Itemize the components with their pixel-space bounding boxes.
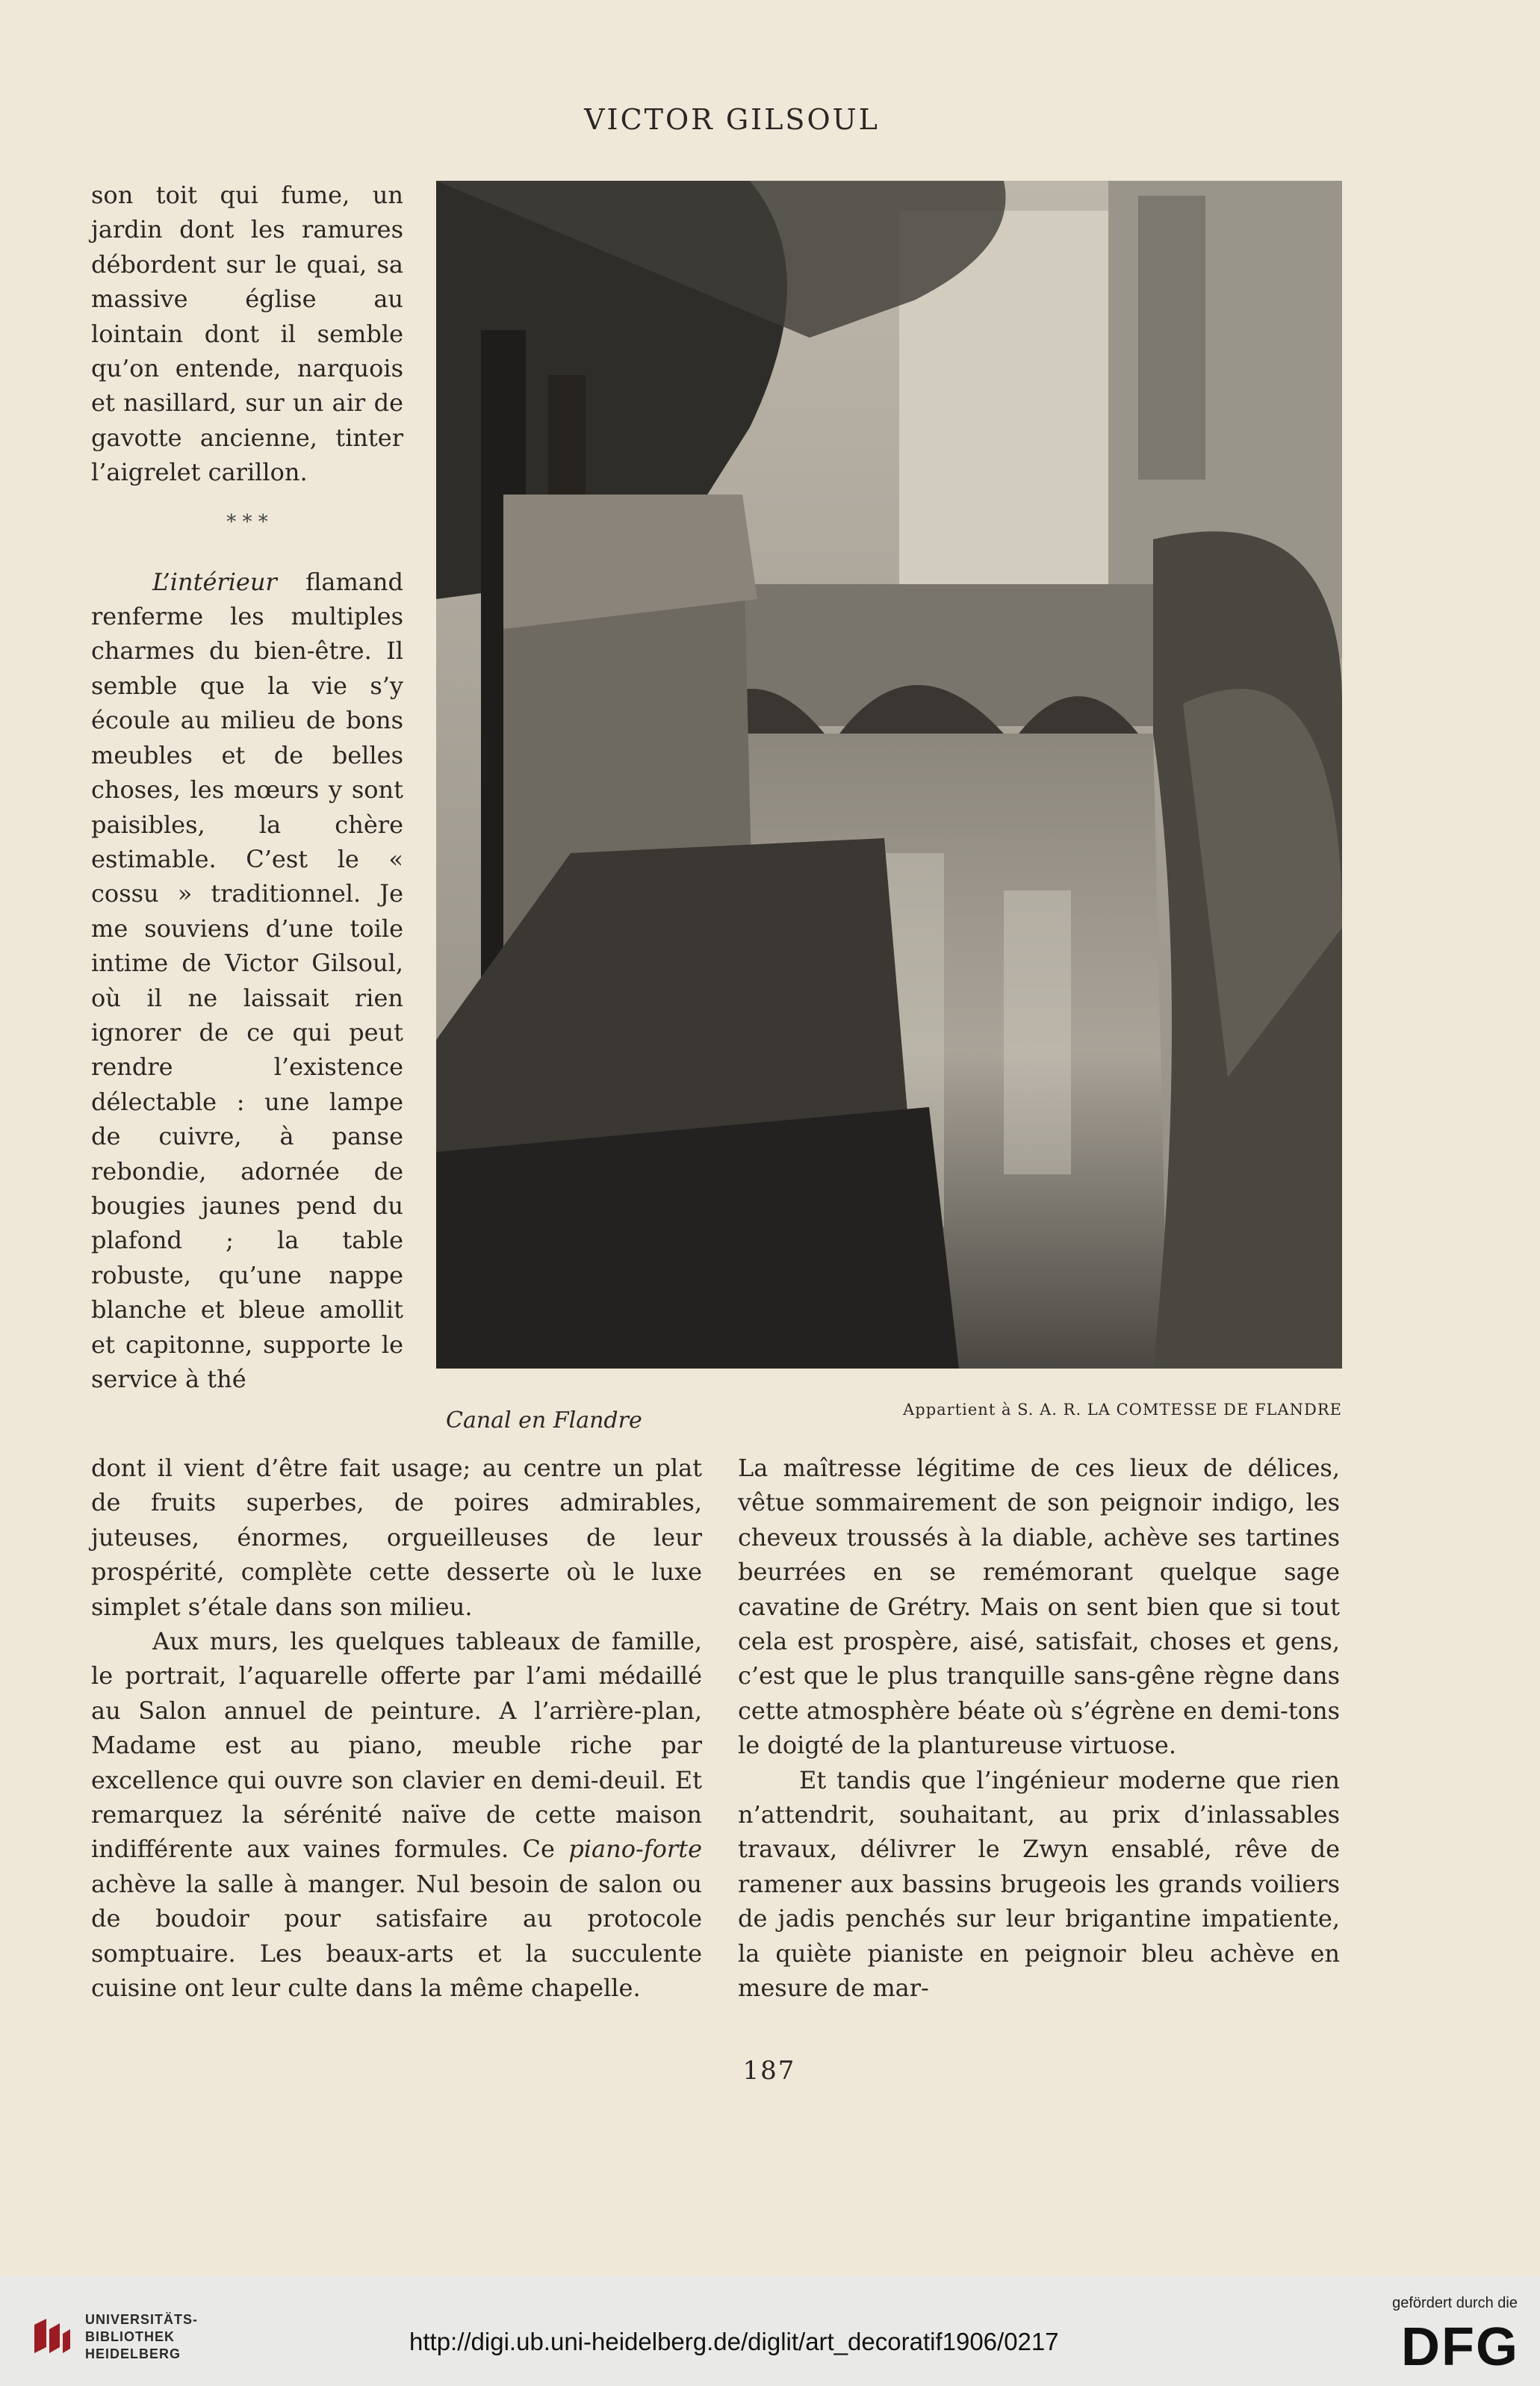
- permalink-url[interactable]: http://digi.ub.uni-heidelberg.de/diglit/art_decoratif1906/0217: [409, 2328, 1059, 2355]
- paragraph-text: achève la salle à manger. Nul besoin de salon ou de boudoir pour satisfaire au protocole somptuaire. Les beaux-arts et la succulente cuisine ont leur culte dans la même chapelle.: [91, 1869, 702, 2003]
- page-number: 187: [742, 2056, 796, 2086]
- section-separator: * * *: [226, 510, 268, 533]
- paragraph-text: Aux murs, les quelques tableaux de famille, le portrait, l’aquarelle offerte par l’ami médaillé au Salon annuel de peinture. A l’arrière-plan, Madame est au piano, meuble riche par excellence qui ouvre son clavier en demi-deuil. Et remarquez la sérénité naïve de cette maison indifférente aux vaines formules. Ce: [91, 1627, 702, 1864]
- left-text-column: [91, 1451, 702, 2006]
- italic-word: piano-forte: [568, 1835, 702, 1864]
- right-text-column: [738, 1451, 1340, 2006]
- paragraph: La maîtresse légitime de ces lieux de délices, vêtue sommairement de son peignoir indigo, les cheveux troussés à la diable, achève ses tartines beurrées en se remémorant quelque sage cavatine de Grétry. Mais on sent bien que si tout cela est prospère, aisé, satisfait, choses et gens, c’est que le plus tranquille sans-gêne règne dans cette atmosphère béate où s’égrène en demi-tons le doigté de la plantureuse virtuose.: [738, 1454, 1340, 1760]
- painting-reproduction: [436, 181, 1342, 1369]
- viewer-footer-bar: [0, 2275, 1540, 2386]
- paragraph-text: flamand renferme les multiples charmes du bien-être. Il semble que la vie s’y écoule au milieu de bons meubles et de belles choses, les mœurs y sont paisibles, la chère estimable. C’est le « cossu » traditionnel. Je me souviens d’une toile intime de Victor Gilsoul, où il ne laissait rien ignorer de ce qui peut rendre l’existence délectable : une lampe de cuivre, à panse rebondie, adornée de bougies jaunes pend du plafond ; la table robuste, qu’une nappe blanche et bleue amollit et capitonne, supporte le service à thé: [91, 567, 403, 1393]
- library-logo-icon: [30, 2314, 73, 2358]
- dfg-logo: DFG: [1401, 2317, 1519, 2377]
- caption-credit: Appartient à S. A. R. LA COMTESSE DE FLANDRE: [903, 1401, 1342, 1419]
- caption-title: Canal en Flandre: [446, 1407, 642, 1434]
- paragraph: Et tandis que l’ingénieur moderne que rien n’attendrit, souhaitant, au prix d’inlassables travaux, délivrer le Zwyn ensablé, rêve de ramener aux bassins brugeois les grands voiliers de jadis penchés sur leur brigantine impatiente, la quiète pianiste en peignoir bleu achève en mesure de mar-: [738, 1765, 1340, 2003]
- narrow-text-column: [91, 178, 403, 1396]
- paragraph: son toit qui fume, un jardin dont les ramures débordent sur le quai, sa massive église au lointain dont il semble qu’on entende, narquois et nasillard, sur un air de gavotte ancienne, tinter l’aigrelet carillon.: [91, 181, 403, 487]
- paragraph: dont il vient d’être fait usage; au centre un plat de fruits superbes, de poires admirables, juteuses, énormes, orgueilleuses de leur prospérité, complète cette desserte où le luxe simplet s’étale dans son milieu.: [91, 1454, 702, 1621]
- italic-word: L’intérieur: [152, 567, 277, 596]
- paragraph: [91, 1624, 702, 2005]
- paragraph: [91, 565, 403, 1397]
- library-name: UNIVERSITÄTS- BIBLIOTHEK HEIDELBERG: [85, 2312, 199, 2361]
- canal-painting-image: [436, 181, 1342, 1369]
- sponsor-label: gefördert durch die: [1392, 2295, 1518, 2311]
- running-header: VICTOR GILSOUL: [584, 103, 880, 136]
